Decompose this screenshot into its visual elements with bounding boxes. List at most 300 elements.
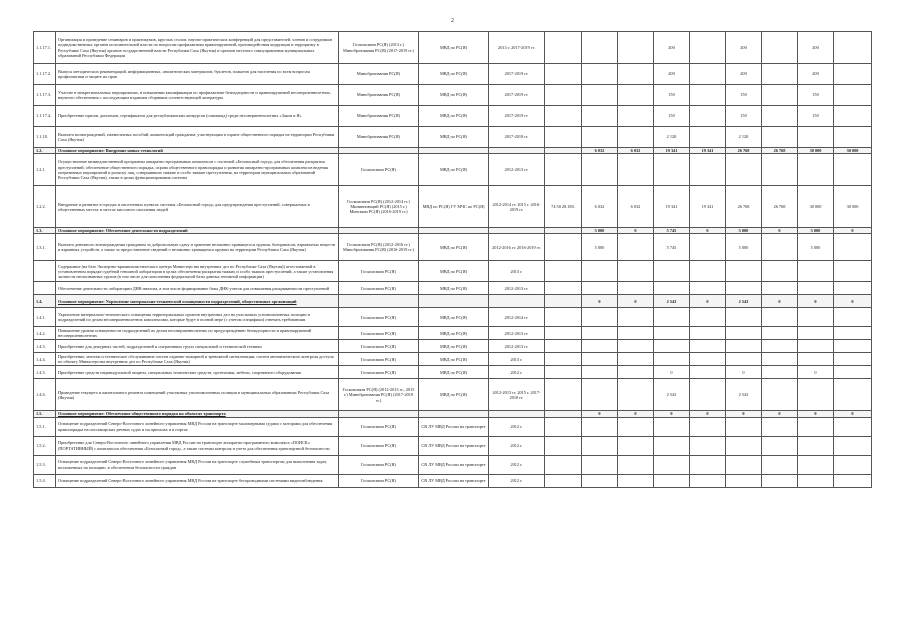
funding-value [798,353,834,366]
funding-value: 2 543 [726,295,762,308]
row-number: 1.1.17.3. [34,85,56,106]
responsible-executor: Госкомсвязи РС(Я) [339,474,419,487]
co-executor: МВД по РС(Я) [419,379,489,411]
funding-value [654,474,690,487]
funding-value [690,455,726,474]
funding-value [762,366,798,379]
row-number: 1.1.18. [34,127,56,148]
activity-name: Участие в межрегиональных мероприятиях, в повышении квалификации по профилактике безнадзорности и правонарушений несовершеннолетних, научного обеспечения с последующим изданием сборников соответствующей литературы [56,85,339,106]
co-executor: МВД по РС(Я) ГУ МЧС по РС(Я) [419,186,489,228]
funding-value [690,261,726,282]
funding-value: 30 000 [798,148,834,154]
funding-value [726,474,762,487]
co-executor: МВД по РС(Я) [419,261,489,282]
funding-value: 0 [834,295,872,308]
funding-value [798,340,834,353]
implementation-period: 2017-2019 гг. [489,106,545,127]
funding-value [618,455,654,474]
funding-value [582,106,618,127]
funding-value [762,327,798,340]
responsible-executor: Минобразования РС(Я) [339,127,419,148]
funding-value [834,379,872,411]
activity-name: Оснащение подразделений Северо-Восточного линейного управления МВД России на транспорте беспроводными системами видеонаблюдения [56,474,339,487]
co-executor: МВД по РС(Я) [419,353,489,366]
funding-value [690,64,726,85]
funding-value [834,417,872,436]
activity-name: Внедрение и развитие в городах и населенных пунктах системы «Безопасный город» для предупреждения преступлений, совершаемых в общественных местах и местах массового скопления людей [56,186,339,228]
funding-value [618,261,654,282]
funding-value [618,64,654,85]
funding-value [726,340,762,353]
funding-value: 200 [798,32,834,64]
funding-value [690,282,726,295]
funding-value: 0 [582,295,618,308]
funding-value [582,282,618,295]
activity-row [34,327,872,340]
responsible-executor: Госкомсвязи РС(Я) (2012-2014 гг.) Мининноваций РС(Я) (2015 г.) Минсвязи РС(Я) (2016-2019 гг.) [339,186,419,228]
funding-value [654,282,690,295]
row-number: 1.4.5. [34,366,56,379]
row-number: 1.2.2. [34,186,56,228]
funding-value [690,353,726,366]
activity-name: Основное мероприятие: Внедрение новых технологий [56,148,339,154]
funding-value [582,85,618,106]
funding-value [654,417,690,436]
responsible-executor: Госкомсвязи РС(Я) [339,327,419,340]
funding-value [654,436,690,455]
funding-value: 150 [798,85,834,106]
funding-value [618,353,654,366]
funding-value: 0 [798,295,834,308]
funding-value [582,379,618,411]
funding-value [762,455,798,474]
funding-value: 0 [690,295,726,308]
funding-value [690,154,726,186]
funding-value [834,436,872,455]
responsible-executor: Госкомсвязи РС(Я) [339,154,419,186]
funding-value: 2 543 [654,379,690,411]
funding-value: 0 [690,411,726,417]
responsible-executor [339,295,419,308]
budget-code [545,353,582,366]
activity-row [34,186,872,228]
funding-value [690,106,726,127]
row-number: 1.5. [34,411,56,417]
funding-value [726,308,762,327]
funding-value [618,154,654,186]
row-number: 1.2. [34,148,56,154]
responsible-executor: Госкомсвязи РС(Я) [339,282,419,295]
activity-row [34,64,872,85]
activity-row [34,127,872,148]
funding-value [834,106,872,127]
activity-row [34,417,872,436]
budget-code [545,340,582,353]
activity-row [34,455,872,474]
funding-value: 26 768 [726,186,762,228]
funding-value [618,234,654,261]
funding-value: 6 032 [582,148,618,154]
funding-value [762,474,798,487]
budget-code [545,455,582,474]
budget-code [545,64,582,85]
funding-value: 0 [762,295,798,308]
activity-row [34,106,872,127]
activity-name: Приобретение средств индивидуальной защиты, специальных технических средств, оргтехники, мебели, спортивного оборудования [56,366,339,379]
funding-value [762,436,798,455]
funding-value [762,127,798,148]
activity-name: Приобретение для Северо-Восточного линейного управления МВД России на транспорте аппаратно-программного комплекса «ПОИСК» (ПОРТАТИВНЫЙ) с комплексом обеспечения «Безопасный город», а также системы контроля и учета для обеспечения транспортной безопасности [56,436,339,455]
page-number: 2 [451,18,454,24]
funding-value: 0 [618,295,654,308]
budget-code [545,261,582,282]
funding-value: 200 [726,64,762,85]
funding-value: 200 [654,32,690,64]
funding-value: 200 [798,64,834,85]
funding-value: 5 000 [726,228,762,234]
budget-code [545,85,582,106]
funding-value [798,455,834,474]
funding-value [582,64,618,85]
funding-value [798,261,834,282]
activity-name: Укрепление материально-технического оснащения территориальных органов внутренних дел на участковых уполномоченных полиции и подразделений по делам несовершеннолетних комплексами, которые будут в полной мере (с учетом специфики) отвечать требованиям [56,308,339,327]
funding-value [798,154,834,186]
implementation-period: 2012-2014 гг. [489,308,545,327]
funding-value: 2 120 [726,127,762,148]
funding-value [762,154,798,186]
activity-name: Основное мероприятие: Обеспечение деятельности подразделений [56,228,339,234]
funding-value: 0 [618,411,654,417]
funding-value [690,308,726,327]
implementation-period: 2012-2013 гг. [489,282,545,295]
budget-code [545,295,582,308]
activity-name: Оснащение подразделений Северо-Восточного линейного управления МВД России на транспорте маломерными судами с моторами для обеспечения правопорядка на пассажирских речных судах и на причалах и в портах [56,417,339,436]
funding-value [582,327,618,340]
implementation-period: 2013 г. [489,353,545,366]
row-number: 1.4.3. [34,340,56,353]
funding-value [654,455,690,474]
co-executor: МВД по РС(Я) [419,154,489,186]
funding-value [690,340,726,353]
row-number: 1.4.6. [34,379,56,411]
funding-value [762,340,798,353]
funding-value [834,327,872,340]
funding-value [834,474,872,487]
funding-value: 0 [618,228,654,234]
funding-value [690,234,726,261]
implementation-period [489,295,545,308]
funding-value: 0 [798,366,834,379]
responsible-executor: Минобразования РС(Я) [339,85,419,106]
funding-value [654,327,690,340]
funding-value: 150 [726,85,762,106]
activity-row [34,154,872,186]
activity-row [34,474,872,487]
budget-code [545,436,582,455]
activity-name: Приобретение для дежурных частей, подразделений и оперативных групп специальной и технической техники [56,340,339,353]
responsible-executor: Госкомсвязи РС(Я) [339,353,419,366]
row-number: 1.3. [34,228,56,234]
funding-value [690,32,726,64]
responsible-executor: Госкомсвязи РС(Я) (2012-2016 гг.) Минобразования РС(Я) (2016-2019 гг.) [339,234,419,261]
responsible-executor: Госкомсвязи РС(Я) [339,308,419,327]
funding-value: 0 [762,228,798,234]
funding-value [618,106,654,127]
row-number: 1.5.3. [34,455,56,474]
funding-value [726,154,762,186]
funding-value: 0 [834,228,872,234]
funding-value: 26 768 [762,148,798,154]
funding-value [726,282,762,295]
activity-row [34,366,872,379]
funding-value: 150 [654,106,690,127]
activity-row [34,234,872,261]
implementation-period: 2012-2013 гг. [489,327,545,340]
funding-value: 0 [798,411,834,417]
co-executor: МВД по РС(Я) [419,64,489,85]
implementation-period: 2012-2013 гг. [489,340,545,353]
activity-row [34,379,872,411]
funding-value [618,379,654,411]
funding-value: 0 [654,366,690,379]
responsible-executor: Госкомсвязи РС(Я) [339,455,419,474]
funding-value [798,127,834,148]
row-number: 1.4.1. [34,308,56,327]
activity-name: Основное мероприятие: Обеспечение общественного порядка на объектах транспорта [56,411,339,417]
funding-value [690,474,726,487]
funding-value [798,474,834,487]
funding-value [654,308,690,327]
activity-name: Содержание (на базе Экспертно-криминалистического центра Министерства внутренних дел по Республике Саха (Якутия)) аттестованной в установленном порядке судебной геномной лаборатории в целях обеспечения раскрытия тяжких и особо тяжких преступлений, а также установления личности неопознанных трупов (в том числе для пополнения федеральной базы данных геномной информации) [56,261,339,282]
funding-value [654,154,690,186]
co-executor [419,295,489,308]
co-executor: МВД по РС(Я) [419,32,489,64]
funding-value [834,127,872,148]
implementation-period: 2012 г. [489,455,545,474]
co-executor: МВД по РС(Я) [419,85,489,106]
funding-value [726,436,762,455]
implementation-period: 2012-2013 гг. 2015 г. 2017-2018 гг. [489,379,545,411]
funding-value [582,340,618,353]
funding-value: 6 032 [618,186,654,228]
row-number [34,282,56,295]
funding-value [798,379,834,411]
co-executor: МВД по РС(Я) [419,106,489,127]
implementation-period: 2013 г. [489,261,545,282]
funding-value [654,340,690,353]
funding-value: 0 [834,411,872,417]
funding-value [762,85,798,106]
funding-value: 0 [726,411,762,417]
funding-value [726,261,762,282]
budget-code [545,282,582,295]
budget-code [545,379,582,411]
funding-value: 5 000 [798,228,834,234]
funding-value [834,261,872,282]
row-number: 1.4.4. [34,353,56,366]
responsible-executor: Минобразования РС(Я) [339,106,419,127]
funding-value [618,366,654,379]
activity-name: Обеспечение деятельности лаборатории ДНК-анализа, в том числе формирование базы ДНК-учетов для повышения раскрываемости преступлений [56,282,339,295]
implementation-period: 2013 г. 2017-2019 гг. [489,32,545,64]
responsible-executor: Госкомсвязи РС(Я) [339,340,419,353]
funding-value [762,106,798,127]
activity-row [34,353,872,366]
budget-code [545,32,582,64]
funding-value [690,127,726,148]
funding-value: 5 000 [582,228,618,234]
activity-name: Проведение текущего и капитального ремонта помещений участковых уполномоченных полиции в муниципальных образованиях Республики Саха (Якутия) [56,379,339,411]
funding-value [654,261,690,282]
activity-row [34,261,872,282]
co-executor: МВД по РС(Я) [419,127,489,148]
implementation-period: 2012 г. [489,436,545,455]
funding-value [582,32,618,64]
budget-code [545,106,582,127]
budget-code [545,366,582,379]
activity-row [34,308,872,327]
row-number: 1.4. [34,295,56,308]
funding-value: 5 000 [726,234,762,261]
responsible-executor: Госкомсвязи РС(Я) (2012-2013 гг., 2015 г.) Минобразования РС(Я) (2017-2018 гг.) [339,379,419,411]
funding-value [690,379,726,411]
funding-value [726,353,762,366]
funding-value [762,32,798,64]
funding-value [834,308,872,327]
funding-value [582,308,618,327]
responsible-executor: Госкомсвязи РС(Я) [339,417,419,436]
funding-value [582,417,618,436]
row-number: 1.5.1. [34,417,56,436]
funding-value [834,282,872,295]
budget-code: 74 50 28.180. [545,186,582,228]
funding-value: 6 032 [618,148,654,154]
funding-value: 30 000 [834,186,872,228]
table-body [34,32,872,488]
activity-name: Выпуск методических рекомендаций, информационных, аналитических материалов, буклетов, плакатов для населения по всем вопросам профилактики и защите их прав [56,64,339,85]
budget-code [545,327,582,340]
funding-value [582,353,618,366]
funding-value: 30 000 [834,148,872,154]
activity-name: Выплата денежного вознаграждения гражданам за добровольную сдачу и хранение незаконно хранящегося оружия, боеприпасов, взрывчатых веществ и взрывных устройств, а также за предоставление сведений о незаконно хранящемся оружии на территории Республики Саха (Якутия) [56,234,339,261]
activity-row [34,282,872,295]
funding-value: 26 768 [762,186,798,228]
funding-value [726,417,762,436]
co-executor: МВД по РС(Я) [419,366,489,379]
row-number [34,261,56,282]
activity-row [34,85,872,106]
funding-value [762,308,798,327]
funding-value [690,85,726,106]
funding-value: 5 000 [798,234,834,261]
funding-value: 150 [654,85,690,106]
funding-value [618,474,654,487]
funding-value [582,127,618,148]
funding-value [726,455,762,474]
funding-value [582,261,618,282]
funding-value: 0 [582,411,618,417]
funding-value [834,64,872,85]
funding-value [654,353,690,366]
program-activities-table [33,31,872,488]
row-number: 1.1.17.1. [34,32,56,64]
row-number: 1.4.2. [34,327,56,340]
funding-value [618,327,654,340]
funding-value [618,436,654,455]
funding-value: 2 120 [654,127,690,148]
activity-row [34,32,872,64]
funding-value [762,64,798,85]
activity-name: Осуществление межведомственной программы аппаратно-программных комплексов с системой «Безопасный город» для обеспечения раскрытия преступлений, обеспечение общественного порядка, охрана общественного правопорядка и развития аппаратно-программных комплексов ведения оперативных мероприятий и розыску лиц, совершивших тяжкие и особо тяжкие преступления, на территории муниципальных образований Республики Саха (Якутия), также в целях функционирования системы [56,154,339,186]
funding-value: 26 768 [726,148,762,154]
budget-code [545,417,582,436]
co-executor: СВ ЛУ МВД России на транспорте [419,417,489,436]
funding-value [762,417,798,436]
funding-value [834,340,872,353]
funding-value: 0 [654,411,690,417]
funding-value [582,154,618,186]
responsible-executor: Минобразования РС(Я) [339,64,419,85]
activity-name: Организация и проведение семинаров и практикумов, круглых столов, научно-практических конференций для представителей, членов и сотрудников подведомственных органов исполнительной власти по вопросам профилактики правонарушений, противодействия коррупции и терроризму в Республике Саха (Якутия) органов государственной власти Республики Саха (Якутия) и органов местного самоуправления муниципальных образований Республики Федерации [56,32,339,64]
funding-value: 19 341 [690,148,726,154]
activity-name: Повышение уровня оснащенности подразделений по делам несовершеннолетних по предупреждению безнадзорности и правонарушений несовершеннолетних [56,327,339,340]
funding-value [618,308,654,327]
funding-value [582,474,618,487]
funding-value [798,417,834,436]
co-executor: СВ ЛУ МВД России на транспорте [419,474,489,487]
funding-value [834,154,872,186]
co-executor: МВД по РС(Я) [419,234,489,261]
implementation-period: 2017-2018 гг. [489,127,545,148]
activity-name: Оснащение подразделений Северо-Восточного линейного управления МВД России на транспорте служебным транспортом для выполнения задач, возложенных на полицию, в обеспечении безопасности граждан [56,455,339,474]
implementation-period: 2012-2013 гг. [489,154,545,186]
funding-value [762,234,798,261]
budget-code [545,127,582,148]
funding-value [726,327,762,340]
implementation-period: 2017-2019 гг. [489,85,545,106]
co-executor: СВ ЛУ МВД России на транспорте [419,436,489,455]
responsible-executor: Госкомсвязи РС(Я) (2013 г.) Минобразования РС(Я) (2017-2019 гг.) [339,32,419,64]
activity-row [34,340,872,353]
implementation-period: 2012 г. [489,417,545,436]
funding-value [690,436,726,455]
funding-value: 6 032 [582,186,618,228]
activity-row [34,436,872,455]
budget-code [545,234,582,261]
co-executor: МВД по РС(Я) [419,308,489,327]
funding-value [762,353,798,366]
funding-value [582,436,618,455]
activity-name: Основное мероприятие: Укрепление материально-технической оснащенности подразделений, общественных организаций [56,295,339,308]
responsible-executor: Госкомсвязи РС(Я) [339,261,419,282]
funding-value [618,32,654,64]
implementation-period: 2012-2016 гг. 2016-2019 гг. [489,234,545,261]
funding-value [618,127,654,148]
funding-value: 5 000 [582,234,618,261]
activity-name: Приобретение, монтаж и техническое обслуживание систем охранно-пожарной и тревожной сигнализации, систем автоматического контроля доступа по объекту Министерства внутренних дел по Республике Саха (Якутия) [56,353,339,366]
funding-value [834,85,872,106]
budget-code [545,474,582,487]
funding-value: 5 745 [654,228,690,234]
implementation-period: 2012 г. [489,366,545,379]
funding-value [798,327,834,340]
co-executor: МВД по РС(Я) [419,340,489,353]
responsible-executor: Госкомсвязи РС(Я) [339,436,419,455]
co-executor: СВ ЛУ МВД России на транспорте [419,455,489,474]
funding-value [618,282,654,295]
funding-value [762,282,798,295]
funding-value: 0 [690,228,726,234]
